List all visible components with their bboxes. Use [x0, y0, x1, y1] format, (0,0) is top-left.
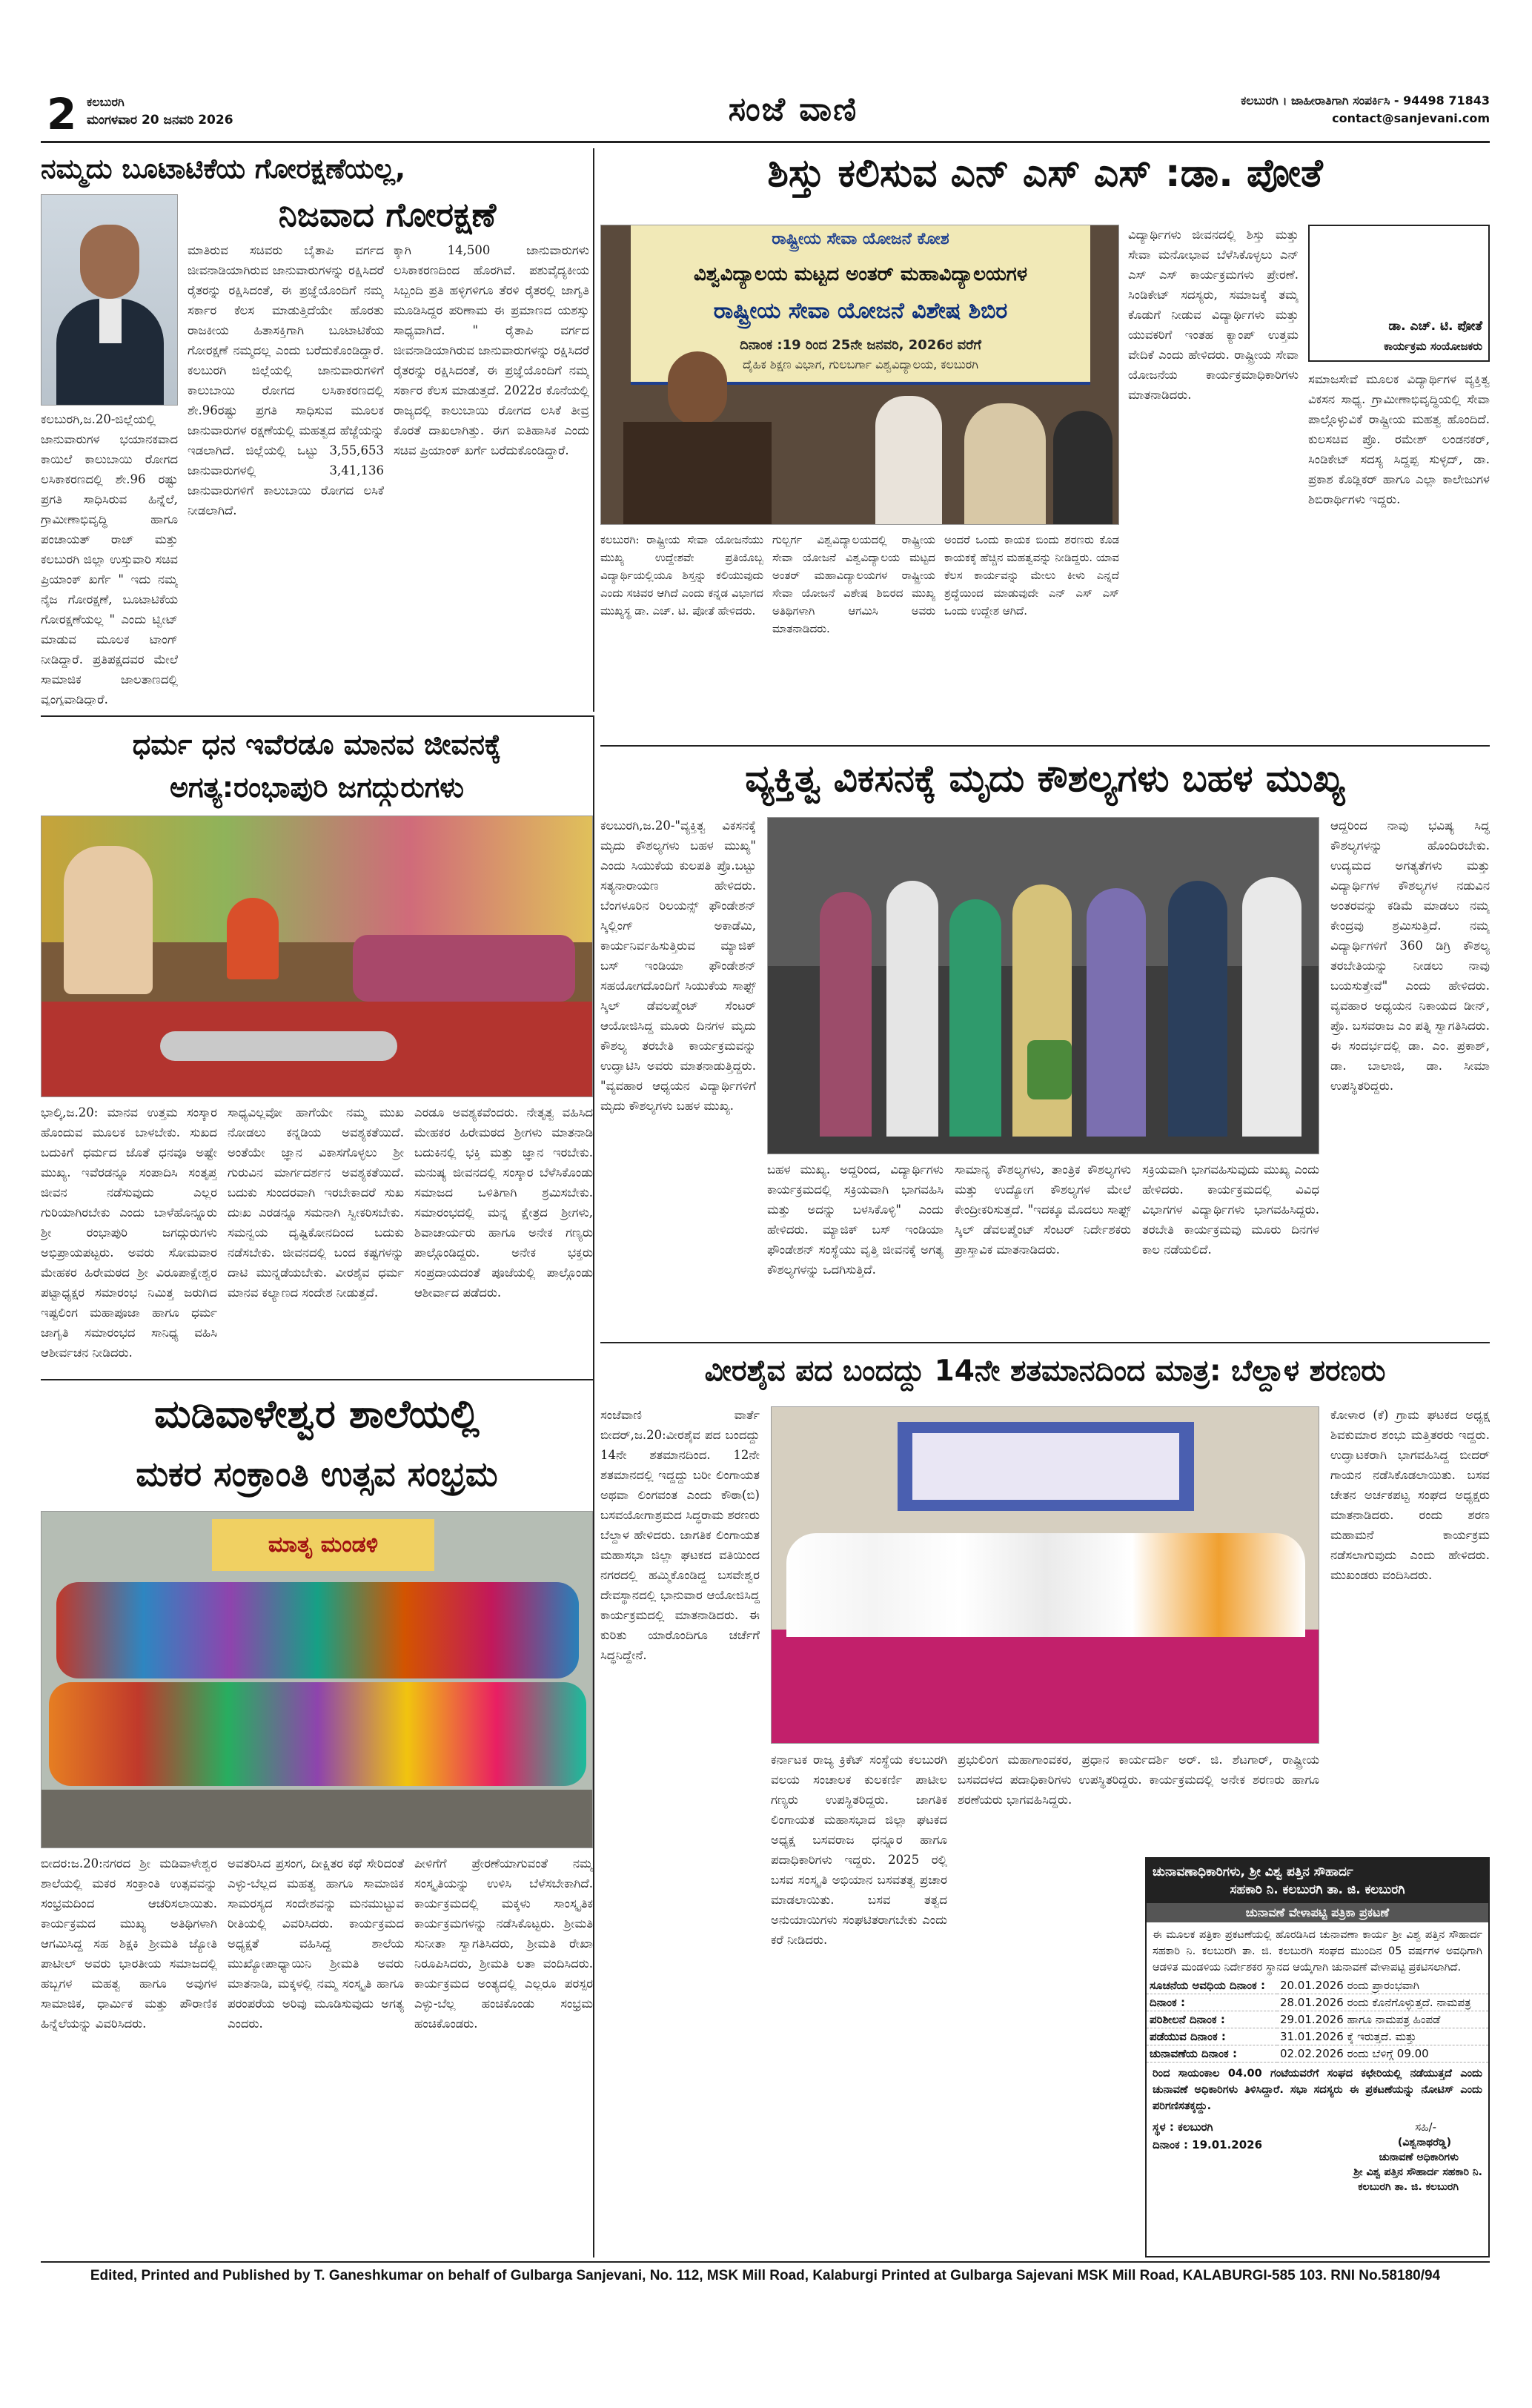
notice-schedule-row	[1147, 2011, 1488, 2028]
notice-footer	[1147, 2117, 1488, 2199]
notice-row-value: 02.02.2026 ರಂದು ಬೆಳಿಗ್ಗೆ 09.00	[1277, 2045, 1488, 2063]
notice-sign-role1: ಚುನಾವಣೆ ಅಧಿಕಾರಿಗಳು	[1379, 2151, 1459, 2163]
women-row-back	[56, 1582, 579, 1678]
story2-caption-col3: ಅಂದರೆ ಒಂದು ಕಾಯಕ ಬಿಂದು ಶರಣರು ಕೊಡ ಕಾಯಕಕ್ಕೆ ಹೆಚ್ಚಿನ ಮಹತ್ವವನ್ನು ನೀಡಿದ್ದರು. ಯಾವ ಕೆಲಸ ಕಾರ್ಯವನ್ನು ಮೇಲು ಕೀಳು ಎನ್ನದೆ ಶ್ರದ್ಧೆಯಿಂದ ಮಾಡುವುದೇ ಎನ್ ಎಸ್ ಎಸ್ ಒಂದು ಉದ್ದೇಶ ಆಗಿದೆ.	[944, 533, 1119, 618]
story1-col3: ಕ್ಕಾಗಿ 14,500 ಜಾನುವಾರುಗಳು ಲಸಿಕಾಕರಣದಿಂದ ಹೊರಗಿವೆ. ಪಶುವೈದ್ಯಕೀಯ ಸಿಬ್ಬಂದಿ ಪ್ರತಿ ಹಳ್ಳಿಗಳಿಗೂ ತೆರಳಿ ರೈತರಲ್ಲಿ ಜಾಗೃತಿ ಮೂಡಿಸಿದ್ದರ ಪರಿಣಾಮ ಈ ಪ್ರಮಾಣದ ಯಶಸ್ಸು ಸಾಧ್ಯವಾಗಿದೆ. " ರೈತಾಪಿ ವರ್ಗದ ಜೀವನಾಡಿಯಾಗಿರುವ ಜಾನುವಾರುಗಳನ್ನು ರಕ್ಷಿಸಿದರೆ ರೈತರನ್ನು ರಕ್ಷಿಸಿದಂತೆ, ಈ ಪ್ರಜ್ಞೆಯೊಂದಿಗೆ ನಮ್ಮ ಸರ್ಕಾರ ಕೆಲಸ ಮಾಡುತ್ತದೆ. 2022ರ ಕೊನೆಯಲ್ಲಿ ರಾಜ್ಯದಲ್ಲಿ ಕಾಲುಬಾಯಿ ರೋಗದ ಲಸಿಕೆ ತೀವ್ರ ಕೊರತೆ ದಾಖಲಾಗಿತ್ತು. ಈಗ ಐತಿಹಾಸಿಕ ಎಂದು ಸಚಿವ ಪ್ರಿಯಾಂಕ್ ಖರ್ಗೆ ಬರೆದುಕೊಂಡಿದ್ದಾರೆ.	[394, 243, 589, 457]
quote-box	[1308, 225, 1490, 362]
col-divider-1	[593, 148, 594, 712]
story4-headline-line2: ಮಕರ ಸಂಕ್ರಾಂತಿ ಉತ್ಸವ ಸಂಭ್ರಮ	[136, 1454, 498, 1494]
notice-schedule-row	[1147, 1977, 1488, 1994]
election-notice	[1145, 1857, 1490, 2258]
story4-col2: ಅವತರಿಸಿದ ಪ್ರಸಂಗ, ದೀಕ್ಷಿತರ ಕಥೆ ಸೇರಿದಂತೆ ಎಳ್ಳು-ಬೆಲ್ಲದ ಮಹತ್ವ ಹಾಗೂ ಸಾಮಾಜಿಕ ಸಾಮರಸ್ಯದ ಸಂದೇಶವನ್ನು ಮನಮುಟ್ಟುವ ರೀತಿಯಲ್ಲಿ ವಿವರಿಸಿದರು. ಕಾರ್ಯಕ್ರಮದ ಅಧ್ಯಕ್ಷತೆ ವಹಿಸಿದ್ದ ಶಾಲೆಯ ಮುಖ್ಯೋಪಾಧ್ಯಾಯಿನಿ ಶ್ರೀಮತಿ ಅವರು ಮಾತನಾಡಿ, ಮಕ್ಕಳಲ್ಲಿ ನಮ್ಮ ಸಂಸ್ಕೃತಿ ಹಾಗೂ ಪರಂಪರೆಯ ಅರಿವು ಮೂಡಿಸುವುದು ಅಗತ್ಯ ಎಂದರು.	[228, 1856, 404, 2031]
page-number: 2	[47, 89, 77, 139]
guest-figure-3	[1053, 411, 1112, 525]
notice-schedule-row	[1147, 2028, 1488, 2045]
story5-bottom-col1: ಬಹಳ ಮುಖ್ಯ. ಅದ್ದರಿಂದ, ವಿದ್ಯಾರ್ಥಿಗಳು ಕಾರ್ಯಕ್ರಮದಲ್ಲಿ ಸಕ್ರಿಯವಾಗಿ ಭಾಗವಹಿಸಿ ಮತ್ತು ಅದನ್ನು ಬಳಸಿಕೊಳ್ಳಿ" ಎಂದು ಹೇಳಿದರು. ಮ್ಯಾಜಿಕ್ ಬಸ್ ಇಂಡಿಯಾ ಫೌಂಡೇಶನ್ ಸಂಸ್ಥೆಯು ವೃತ್ತಿ ಜೀವನಕ್ಕೆ ಅಗತ್ಯ ಕೌಶಲ್ಯಗಳನ್ನು ಒದಗಿಸುತ್ತಿದೆ.	[767, 1162, 944, 1277]
stage-table	[772, 1630, 1319, 1744]
portrait-face	[80, 225, 139, 299]
story1-col2: ಮಾತಿರುವ ಸಚಿವರು ಬೈತಾಪಿ ವರ್ಗದ ಜೀವನಾಡಿಯಾಗಿರುವ ಜಾನುವಾರುಗಳನ್ನು ರಕ್ಷಿಸಿದರೆ ರೈತರನ್ನು ರಕ್ಷಿಸಿದಂತೆ, ಈ ಪ್ರಜ್ಞೆಯೊಂದಿಗೆ ನಮ್ಮ ಸರ್ಕಾರ ಕೆಲಸ ಮಾಡುತ್ತಿದೆಯೇ ಹೊರತು ರಾಜಕೀಯ ಹಿತಾಸಕ್ತಿಗಾಗಿ ಬೂಟಾಟಿಕೆಯ ಗೋರಕ್ಷಣೆ ನಮ್ಮದಲ್ಲ ಎಂದು ಬರೆದುಕೊಂಡಿದ್ದಾರೆ. ಕಲಬುರಗಿ ಜಿಲ್ಲೆಯಲ್ಲಿ ಜಾನುವಾರುಗಳಿಗೆ ಕಾಲುಬಾಯಿ ರೋಗದ ಲಸಿಕಾಕರಣದಲ್ಲಿ ಶೇ.96ರಷ್ಟು ಪ್ರಗತಿ ಸಾಧಿಸುವ ಮೂಲಕ ಜಾನುವಾರುಗಳ ರಕ್ಷಣೆಯಲ್ಲಿ ಮಹತ್ವದ ಹೆಜ್ಜೆಯನ್ನು ಇಡಲಾಗಿದೆ. ಜಿಲ್ಲೆಯಲ್ಲಿ ಒಟ್ಟು 3,55,653 ಜಾನುವಾರುಗಳಲ್ಲಿ 3,41,136 ಜಾನುವಾರುಗಳಿಗೆ ಕಾಲುಬಾಯಿ ರೋಗದ ಲಸಿಕೆ ನೀಡಲಾಗಿದೆ.	[188, 243, 384, 517]
banner-line3: ರಾಷ್ಟ್ರೀಯ ಸೇವಾ ಯೋಜನೆ ವಿಶೇಷ ಶಿಬಿರ	[713, 298, 1008, 324]
notice-title-block	[1147, 1859, 1488, 1903]
notice-subtitle: ಚುನಾವಣೆ ವೇಳಾಪಟ್ಟಿ ಪತ್ರಿಕಾ ಪ್ರಕಟಣೆ	[1147, 1903, 1488, 1922]
story3-headline-line1: ಧರ್ಮ ಧನ ಇವೆರಡೂ ಮಾನವ ಜೀವನಕ್ಕೆ	[132, 728, 502, 761]
footer-rule	[41, 2261, 1490, 2263]
story-veerashaiva	[600, 1346, 1490, 2259]
school-group-photo	[41, 1511, 593, 1848]
story3-col2: ಸಾಧ್ಯವಿಲ್ಲವೋ ಹಾಗೆಯೇ ನಮ್ಮ ಮುಖ ನೋಡಲು ಕನ್ನಡಿಯ ಅವಶ್ಯಕತೆಯಿದೆ. ಅಂತೆಯೇ ಜ್ಞಾನ ವಿಕಾಸಗೊಳ್ಳಲು ಶ್ರೀ ಗುರುವಿನ ಮಾರ್ಗದರ್ಶನ ಅವಶ್ಯಕತೆಯಿದೆ. ಬದುಕು ಸುಂದರವಾಗಿ ಇರಬೇಕಾದರೆ ಸುಖ ದುಃಖ ಎರಡನ್ನೂ ಸಮನಾಗಿ ಸ್ವೀಕರಿಸಬೇಕು. ಸಮನ್ವಯ ದೃಷ್ಟಿಕೋನದಿಂದ ಬದುಕು ನಡೆಸಬೇಕು. ಜೀವನದಲ್ಲಿ ಬಂದ ಕಷ್ಟಗಳನ್ನು ದಾಟಿ ಮುನ್ನಡೆಯಬೇಕು. ವೀರಶೈವ ಧರ್ಮ ಮಾನವ ಕಲ್ಯಾಣದ ಸಂದೇಶ ನೀಡುತ್ತದೆ.	[228, 1105, 404, 1300]
story-madivaleshwar-school	[41, 1385, 593, 2256]
notice-sign-role3: ಕಲಬುರಗಿ ತಾ. ಜಿ. ಕಲಬುರಗಿ	[1358, 2181, 1459, 2193]
notice-row-value: 20.01.2026 ರಂದು ಪ್ರಾರಂಭವಾಗಿ	[1277, 1977, 1488, 1994]
person-6	[1168, 881, 1227, 1137]
story-cow-protection	[41, 148, 589, 712]
story2-right-col1: ವಿದ್ಯಾರ್ಥಿಗಳು ಜೀವನದಲ್ಲಿ ಶಿಸ್ತು ಮತ್ತು ಸೇವಾ ಮನೋಭಾವ ಬೆಳೆಸಿಕೊಳ್ಳಲು ಎನ್ ಎಸ್ ಎಸ್ ಕಾರ್ಯಕ್ರಮಗಳು ಪ್ರೇರಣೆ. ಸಿಂಡಿಕೇಟ್ ಸದಸ್ಯರು, ಸಮಾಜಕ್ಕೆ ತಮ್ಮ ಕೊಡುಗೆ ನೀಡುವ ವಿದ್ಯಾರ್ಥಿಗಳು ಮತ್ತು ಯುವಕರಿಗೆ ಇಂತಹ ಕ್ಯಾಂಪ್ ಉತ್ತಮ ವೇದಿಕೆ ಎಂದು ಹೇಳಿದರು. ರಾಷ್ಟ್ರೀಯ ಸೇವಾ ಯೋಜನೆಯ ಕಾರ್ಯಕ್ರಮಾಧಿಕಾರಿಗಳು ಮಾತನಾಡಿದರು.	[1128, 228, 1299, 402]
story6-headline: ವೀರಶೈವ ಪದ ಬಂದದ್ದು 14ನೇ ಶತಮಾನದಿಂದ ಮಾತ್ರ: ಬೆಲ್ದಾಳ ಶರಣರು	[704, 1354, 1386, 1388]
story3-col1: ಭಾಲ್ಕಿ,ಜ.20: ಮಾನವ ಉತ್ತಮ ಸಂಸ್ಕಾರ ಹೊಂದುವ ಮೂಲಕ ಬಾಳಬೇಕು. ಸುಖದ ಬದುಕಿಗೆ ಧರ್ಮದ ಜೊತೆ ಧನವೂ ಅಷ್ಟೇ ಮುಖ್ಯ. ಇವೆರಡನ್ನೂ ಸಂಪಾದಿಸಿ ಸಂತೃಪ್ತ ಜೀವನ ನಡೆಸುವುದು ಎಲ್ಲರ ಗುರಿಯಾಗಿರಬೇಕು ಎಂದು ಬಾಳೆಹೊನ್ನೂರು ಶ್ರೀ ರಂಭಾಪುರಿ ಜಗದ್ಗುರುಗಳು ಅಭಿಪ್ರಾಯಪಟ್ಟರು. ಅವರು ಸೋಮವಾರ ಮೇಹಕರ ಹಿರೇಮಠದ ಶ್ರೀ ವಿರೂಪಾಕ್ಷೇಶ್ವರ ಪಟ್ಟಾಧ್ಯಕ್ಷರ ಸಮಾರಂಭ ನಿಮಿತ್ತ ಜರುಗಿದ ಇಷ್ಟಲಿಂಗ ಮಹಾಪೂಜಾ ಹಾಗೂ ಧರ್ಮ ಜಾಗೃತಿ ಸಮಾರಂಭದ ಸಾನಿಧ್ಯ ವಹಿಸಿ ಆಶೀರ್ವಚನ ನೀಡಿದರು.	[41, 1105, 217, 1360]
story1-headline-line1: ನಮ್ಮದು ಬೂಟಾಟಿಕೆಯ ಗೋರಕ್ಷಣೆಯಲ್ಲ,	[41, 153, 406, 185]
masthead-rule	[41, 141, 1490, 143]
story6-col3: ಪ್ರಭುಲಿಂಗ ಮಹಾಗಾಂವಕರ, ಪ್ರಧಾನ ಕಾರ್ಯದರ್ಶಿ ಅರ್. ಜಿ. ಶೆಟಗಾರ್, ರಾಷ್ಟ್ರೀಯ ಬಸವದಳದ ಪದಾಧಿಕಾರಿಗಳು ಉಪಸ್ಥಿತರಿದ್ದರು. ಕಾರ್ಯಕ್ರಮದಲ್ಲಿ ಅನೇಕ ಶರಣರು ಹಾಗೂ ಶರಣೆಯರು ಭಾಗವಹಿಸಿದ್ದರು.	[958, 1753, 1319, 1807]
story5-bottom-col2: ಸಾಮಾನ್ಯ ಕೌಶಲ್ಯಗಳು, ತಾಂತ್ರಿಕ ಕೌಶಲ್ಯಗಳು ಮತ್ತು ಉದ್ಯೋಗ ಕೌಶಲ್ಯಗಳ ಮೇಲೆ ಕೇಂದ್ರೀಕರಿಸುತ್ತದೆ. "ಇದಕ್ಕೂ ಮೊದಲು ಸಾಫ್ಟ್ ಸ್ಕಿಲ್ ಡೆವಲಪ್ಮೆಂಟ್ ಸೆಂಟರ್ ನಿರ್ದೇಶಕರು ಪ್ರಾಸ್ತಾವಿಕ ಮಾತನಾಡಿದರು.	[955, 1162, 1131, 1257]
seated-guru	[227, 898, 279, 979]
story2-headline: ಶಿಸ್ತು ಕಲಿಸುವ ಎನ್ ಎಸ್ ಎಸ್ :ಡಾ. ಪೋತೆ	[767, 151, 1323, 196]
masthead-contact: ಕಲಬುರಗಿ । ಜಾಹೀರಾತಿಗಾಗಿ ಸಂಪರ್ಕಿಸಿ - 94498 71843	[1241, 93, 1490, 108]
notice-place: ಸ್ಥಳ : ಕಲಬುರಗಿ	[1153, 2120, 1213, 2134]
person-7	[1242, 877, 1301, 1137]
podium	[623, 422, 772, 525]
veerashaiva-event-photo	[771, 1406, 1319, 1744]
guest-figure-2	[964, 403, 1046, 525]
footer-imprint: Edited, Printed and Published by T. Ganeshkumar on behalf of Gulbarga Sanjevani, No. 112, MSK Mill Road, Kalaburgi Printed at Gulbarga Sajevani MSK Mill Road, KALABURGI-585 103. RNI No.58180/94	[90, 2268, 1441, 2283]
notice-row-value: 29.01.2026 ಹಾಗೂ ನಾಮಪತ್ರ ಹಿಂಪಡೆ	[1277, 2011, 1488, 2028]
notice-sign: ಸಹಿ/-	[1415, 2120, 1436, 2134]
quote-box-name: ಡಾ. ಎಚ್. ಟಿ. ಪೋತೆ	[1388, 319, 1482, 334]
notice-row-label: ದಿನಾಂಕ :	[1147, 1994, 1277, 2011]
portrait-collar	[99, 299, 122, 343]
notice-title2: ಸಹಕಾರಿ ನಿ. ಕಲಬುರಗಿ ತಾ. ಜಿ. ಕಲಬುರಗಿ	[1230, 1882, 1405, 1897]
section-rule-left-1	[41, 715, 593, 717]
notice-body: ಈ ಮೂಲಕ ಪತ್ರಿಕಾ ಪ್ರಕಟಣೆಯಲ್ಲಿ ಹೊರಡಿಸಿದ ಚುನಾವಣಾ ಕಾರ್ಯ ಶ್ರೀ ವಿಶ್ವ ಪತ್ತಿನ ಸೌಹಾರ್ದ ಸಹಕಾರಿ ನಿ. ಕಲಬುರಗಿ ತಾ. ಜಿ. ಕಲಬುರಗಿ ಸಂಘದ ಮುಂದಿನ 05 ವರ್ಷಗಳ ಅವಧಿಗಾಗಿ ಆಡಳಿತ ಮಂಡಳಿಯ ನಿರ್ದೇಶಕರ ಸ್ಥಾನದ ಆಯ್ಕೆಗಾಗಿ ಚುನಾವಣೆ ವೇಳಾಪಟ್ಟಿ ಪ್ರಕಟಿಸಲಾಗಿದೆ.	[1153, 1929, 1482, 1974]
col-divider-2	[593, 715, 594, 2258]
notice-row-label: ಪಡೆಯುವ ದಿನಾಂಕ :	[1147, 2028, 1277, 2045]
story5-bottom-col3: ಸಕ್ರಿಯವಾಗಿ ಭಾಗವಹಿಸುವುದು ಮುಖ್ಯ ಎಂದು ಹೇಳಿದರು. ಕಾರ್ಯಕ್ರಮದಲ್ಲಿ ವಿವಿಧ ವಿಭಾಗಗಳ ವಿದ್ಯಾರ್ಥಿಗಳು ಭಾಗವಹಿಸಿದ್ದರು. ತರಬೇತಿ ಕಾರ್ಯಕ್ರಮವು ಮೂರು ದಿನಗಳ ಕಾಲ ನಡೆಯಲಿದೆ.	[1142, 1162, 1319, 1257]
story6-right-col: ಕೋಳಾರ (ಕೆ) ಗ್ರಾಮ ಘಟಕದ ಅಧ್ಯಕ್ಷ ಶಿವಕುಮಾರ ಶಂಭು ಮತ್ತಿತರರು ಇದ್ದರು. ಉದ್ಘಾಟಕರಾಗಿ ಭಾಗವಹಿಸಿದ್ದ ಬೀದರ್ ಗಾಯನ ನಡೆಸಿಕೊಡಲಾಯಿತು. ಬಸವ ಚೇತನ ಅರ್ಚಕಪಟ್ಟ ಸಂಘದ ಅಧ್ಯಕ್ಷರು ಮಾತನಾಡಿದರು. ರಂದು ಶರಣ ಮಹಾಮನೆ ಕಾರ್ಯಕ್ರಮ ನಡೆಸಲಾಗುವುದು ಎಂದು ಹೇಳಿದರು. ಮುಖಂಡರು ವಂದಿಸಿದರು.	[1330, 1408, 1490, 1582]
banner-line2: ವಿಶ್ವವಿದ್ಯಾಲಯ ಮಟ್ಟದ ಅಂತರ್ ಮಹಾವಿದ್ಯಾಲಯಗಳ	[694, 263, 1027, 285]
quote-box-role: ಕಾರ್ಯಕ್ರಮ ಸಂಯೋಜಕರು	[1384, 340, 1482, 353]
banner-inner	[912, 1433, 1179, 1500]
section-rule-left-2	[41, 1379, 593, 1380]
guests-row	[786, 1533, 1305, 1637]
story-soft-skills	[600, 750, 1490, 1336]
floor	[42, 1790, 593, 1848]
story2-right-col2: ಸಮಾಜಸೇವೆ ಮೂಲಕ ವಿದ್ಯಾರ್ಥಿಗಳ ವ್ಯಕ್ತಿತ್ವ ವಿಕಸನ ಸಾಧ್ಯ. ಗ್ರಾಮೀಣಾಭಿವೃದ್ಧಿಯಲ್ಲಿ ಸೇವಾ ಪಾಲ್ಗೊಳ್ಳುವಿಕೆ ರಾಷ್ಟ್ರೀಯ ಮಹತ್ವ ಹೊಂದಿದೆ. ಕುಲಸಚಿವ ಪ್ರೊ. ರಮೇಶ್ ಲಂಡನಕರ್, ಸಿಂಡಿಕೇಟ್ ಸದಸ್ಯ ಸಿದ್ದಪ್ಪ ಸುಳ್ಳದ್, ಡಾ. ಪ್ರಕಾಶ ಕೊಡ್ಲಿಕರ್ ಹಾಗೂ ಎಲ್ಲಾ ಕಾಲೇಜುಗಳ ಶಿಬಿರಾರ್ಥಿಗಳು ಇದ್ದರು.	[1308, 372, 1490, 506]
banner-line1: ರಾಷ್ಟ್ರೀಯ ಸೇವಾ ಯೋಜನೆ ಕೋಶ	[772, 230, 949, 248]
story6-col1: ಸಂಜೆವಾಣಿ ವಾರ್ತೆ ಬೀದರ್,ಜ.20:ವೀರಶೈವ ಪದ ಬಂದದ್ದು 14ನೇ ಶತಮಾನದಿಂದ. 12ನೇ ಶತಮಾನದಲ್ಲಿ ಇದ್ದದ್ದು ಬರೀ ಲಿಂಗಾಯತ ಅಥವಾ ಲಿಂಗವಂತ ಎಂದು ಕೌಠಾ(ಬಿ) ಬಸವಯೋಗಾಶ್ರಮದ ಸಿದ್ಧರಾಮ ಶರಣರು ಬೆಲ್ದಾಳ ಹೇಳಿದರು. ಜಾಗತಿಕ ಲಿಂಗಾಯತ ಮಹಾಸಭಾ ಜಿಲ್ಲಾ ಘಟಕದ ವತಿಯಿಂದ ನಗರದಲ್ಲಿ ಹಮ್ಮಿಕೊಂಡಿದ್ದ ಬಸವೇಶ್ವರ ದೇವಸ್ಥಾನದಲ್ಲಿ ಭಾನುವಾರ ಆಯೋಜಿಸಿದ್ದ ಕಾರ್ಯಕ್ರಮದಲ್ಲಿ ಮಾತನಾಡಿದರು. ಈ ಕುರಿತು ಯಾರೊಂದಿಗೂ ಚರ್ಚೆಗೆ ಸಿದ್ಧನಿದ್ದೇನೆ.	[600, 1408, 760, 1662]
story5-left-col: ಕಲಬುರಗಿ,ಜ.20-"ವ್ಯಕ್ತಿತ್ವ ವಿಕಸನಕ್ಕೆ ಮೃದು ಕೌಶಲ್ಯಗಳು ಬಹಳ ಮುಖ್ಯ" ಎಂದು ಸಿಯುಕೆಯ ಕುಲಪತಿ ಪ್ರೊ.ಬಟ್ಟು ಸತ್ಯನಾರಾಯಣ ಹೇಳಿದರು. ಬೆಂಗಳೂರಿನ ರಿಲಯನ್ಸ್ ಫೌಂಡೇಶನ್ ಸ್ಕಿಲ್ಲಿಂಗ್ ಅಕಾಡೆಮಿ, ಕಾರ್ಯನಿರ್ವಹಿಸುತ್ತಿರುವ ಮ್ಯಾಜಿಕ್ ಬಸ್ ಇಂಡಿಯಾ ಫೌಂಡೇಶನ್ ಸಹಯೋಗದೊಂದಿಗೆ ಸಿಯುಕೆಯ ಸಾಫ್ಟ್ ಸ್ಕಿಲ್ ಡೆವಲಪ್ಮೆಂಟ್ ಸೆಂಟರ್ ಆಯೋಜಿಸಿದ್ದ ಮೂರು ದಿನಗಳ ಮೃದು ಕೌಶಲ್ಯ ತರಬೇತಿ ಕಾರ್ಯಕ್ರಮವನ್ನು ಉದ್ಘಾಟಿಸಿ ಅವರು ಮಾತನಾಡುತ್ತಿದ್ದರು. "ವ್ಯವಹಾರ ಆಧ್ಯಯನ ವಿದ್ಯಾರ್ಥಿಗಳಿಗೆ ಮೃದು ಕೌಶಲ್ಯಗಳು ಬಹಳ ಮುಖ್ಯ.	[600, 818, 756, 1113]
banner-line5: ದೈಹಿಕ ಶಿಕ್ಷಣ ವಿಭಾಗ, ಗುಲಬರ್ಗಾ ವಿಶ್ವವಿದ್ಯಾಲಯ, ಕಲಬುರಗಿ	[742, 357, 978, 371]
masthead-date: ಮಂಗಳವಾರ 20 ಜನವರಿ 2026	[87, 113, 233, 128]
story2-caption-col1: ಕಲಬುರಗಿ: ರಾಷ್ಟ್ರೀಯ ಸೇವಾ ಯೋಜನೆಯು ಮುಖ್ಯ ಉದ್ದೇಶವೇ ಪ್ರತಿಯೊಬ್ಬ ವಿದ್ಯಾರ್ಥಿಯಲ್ಲಿಯೂ ಶಿಸ್ತನ್ನು ಕಲಿಯುವುದು ಎಂದು ಸಚಿವರ ಆಗಿದೆ ಎಂದು ಕನ್ನಡ ವಿಭಾಗದ ಮುಖ್ಯಸ್ಥ ಡಾ. ಎಚ್. ಟಿ. ಪೋತೆ ಹೇಳಿದರು.	[600, 533, 763, 618]
school-photo-banner-text: ಮಾತೃ ಮಂಡಳಿ	[268, 1532, 379, 1558]
notice-row-label: ಚುನಾವಣೆಯ ದಿನಾಂಕ :	[1147, 2045, 1277, 2063]
swamiji-figure	[64, 846, 153, 994]
story4-col1: ಬೀದರ:ಜ.20:ನಗರದ ಶ್ರೀ ಮಡಿವಾಳೇಶ್ವರ ಶಾಲೆಯಲ್ಲಿ ಮಕರ ಸಂಕ್ರಾಂತಿ ಉತ್ಸವವನ್ನು ಸಂಭ್ರಮದಿಂದ ಆಚರಿಸಲಾಯಿತು. ಕಾರ್ಯಕ್ರಮದ ಮುಖ್ಯ ಅತಿಥಿಗಳಾಗಿ ಆಗಮಿಸಿದ್ದ ಸಹ ಶಿಕ್ಷಕಿ ಶ್ರೀಮತಿ ಜ್ಯೋತಿ ಪಾಟೀಲ್ ಅವರು ಭಾರತೀಯ ಸಮಾಜದಲ್ಲಿ ಹಬ್ಬಗಳ ಮಹತ್ವ ಹಾಗೂ ಅವುಗಳ ಸಾಮಾಜಿಕ, ಧಾರ್ಮಿಕ ಮತ್ತು ಪೌರಾಣಿಕ ಹಿನ್ನೆಲೆಯನ್ನು ವಿವರಿಸಿದರು.	[41, 1856, 217, 2031]
person-2	[886, 881, 938, 1137]
notice-sign-role2: ಶ್ರೀ ವಿಶ್ವ ಪತ್ತಿನ ಸೌಹಾರ್ದ ಸಹಕಾರಿ ನಿ.	[1353, 2166, 1482, 2178]
section-rule-right-2	[600, 1342, 1490, 1343]
banner-line4: ದಿನಾಂಕ :19 ರಿಂದ 25ನೇ ಜನವರಿ, 2026ರ ವರೆಗೆ	[740, 337, 981, 353]
notice-tail: ರಿಂದ ಸಾಯಂಕಾಲ 04.00 ಗಂಟೆಯವರೆಗೆ ಸಂಘದ ಕಛೇರಿಯಲ್ಲಿ ನಡೆಯುತ್ತದೆ ಎಂದು ಚುನಾವಣೆ ಅಧಿಕಾರಿಗಳು ತಿಳಿಸಿದ್ದಾರೆ. ಸಭಾ ಸದಸ್ಯರು ಈ ಪ್ರಕಟಣೆಯನ್ನು ನೋಟಿಸ್ ಎಂದು ಪರಿಗಣಿಸತಕ್ಕದ್ದು.	[1153, 2068, 1482, 2112]
story4-col3: ಪೀಳಿಗೆಗೆ ಪ್ರೇರಣೆಯಾಗುವಂತೆ ನಮ್ಮ ಸಂಸ್ಕೃತಿಯನ್ನು ಉಳಿಸಿ ಬೆಳೆಸಬೇಕಾಗಿದೆ. ಕಾರ್ಯಕ್ರಮದಲ್ಲಿ ಮಕ್ಕಳು ಸಾಂಸ್ಕೃತಿಕ ಕಾರ್ಯಕ್ರಮಗಳನ್ನು ನಡೆಸಿಕೊಟ್ಟರು. ಶ್ರೀಮತಿ ಸುನೀತಾ ಸ್ವಾಗತಿಸಿದರು, ಶ್ರೀಮತಿ ರೇಖಾ ನಿರೂಪಿಸಿದರು, ಶ್ರೀಮತಿ ಲತಾ ವಂದಿಸಿದರು. ಕಾರ್ಯಕ್ರಮದ ಅಂತ್ಯದಲ್ಲಿ ಎಲ್ಲರೂ ಪರಸ್ಪರ ಎಳ್ಳು-ಬೆಲ್ಲ ಹಂಚಿಕೊಂಡು ಸಂಭ್ರಮ ಹಂಚಿಕೊಂಡರು.	[414, 1856, 593, 2031]
story2-caption-col2: ಗುಲ್ಬರ್ಗ ವಿಶ್ವವಿದ್ಯಾಲಯದಲ್ಲಿ ರಾಷ್ಟ್ರೀಯ ಸೇವಾ ಯೋಜನೆ ವಿಶ್ವವಿದ್ಯಾಲಯ ಮಟ್ಟದ ಅಂತರ್ ಮಹಾವಿದ್ಯಾಲಯಗಳ ರಾಷ್ಟ್ರೀಯ ಸೇವಾ ಯೋಜನೆ ವಿಶೇಷ ಶಿಬಿರದ ಮುಖ್ಯ ಅತಿಥಿಗಳಾಗಿ ಆಗಮಿಸಿ ಅವರು ಮಾತನಾಡಿದರು.	[772, 533, 935, 635]
notice-sign-name: (ವಿಶ್ವನಾಥರೆಡ್ಡಿ)	[1397, 2137, 1451, 2149]
plant-pot	[1027, 1040, 1072, 1099]
guest-figure-1	[875, 396, 942, 525]
notice-date: ದಿನಾಂಕ : 19.01.2026	[1153, 2138, 1263, 2151]
story-rambhapuri	[41, 723, 593, 1375]
notice-row-label: ಪರಿಶೀಲನೆ ದಿನಾಂಕ :	[1147, 2011, 1277, 2028]
notice-schedule-row	[1147, 2045, 1488, 2063]
notice-row-value: 31.01.2026 ಕ್ಕೆ ಇರುತ್ತದೆ. ಮತ್ತು	[1277, 2028, 1488, 2045]
prasad-plates	[160, 1031, 397, 1061]
story1-headline-line2: ನಿಜವಾದ ಗೋರಕ್ಷಣೆ	[278, 195, 497, 234]
notice-title1: ಚುನಾವಣಾಧಿಕಾರಿಗಳು, ಶ್ರೀ ವಿಶ್ವ ಪತ್ತಿನ ಸೌಹಾರ್ದ	[1153, 1865, 1353, 1879]
section-rule-right-1	[600, 745, 1490, 747]
notice-row-value: 28.01.2026 ರಂದು ಕೊನೆಗೊಳ್ಳುತ್ತದೆ. ನಾಮಪತ್ರ	[1277, 1994, 1488, 2011]
speaker-figure	[668, 351, 727, 426]
masthead	[41, 89, 1490, 142]
story4-headline-line1: ಮಡಿವಾಳೇಶ್ವರ ಶಾಲೆಯಲ್ಲಿ	[154, 1392, 480, 1437]
story5-headline: ವ್ಯಕ್ತಿತ್ವ ವಿಕಸನಕ್ಕೆ ಮೃದು ಕೌಶಲ್ಯಗಳು ಬಹಳ ಮುಖ್ಯ	[745, 757, 1345, 800]
story-nss	[600, 147, 1490, 740]
devotees-group	[353, 935, 575, 1002]
story3-col3: ಎರಡೂ ಅವಶ್ಯಕವೆಂದರು. ನೇತೃತ್ವ ವಹಿಸಿದ ಮೇಹಕರ ಹಿರೇಮಠದ ಶ್ರೀಗಳು ಮಾತನಾಡಿ ಬದುಕಿನಲ್ಲಿ ಭಕ್ತಿ ಮತ್ತು ಜ್ಞಾನ ಇರಬೇಕು. ಮನುಷ್ಯ ಜೀವನದಲ್ಲಿ ಸಂಸ್ಕಾರ ಬೆಳೆಸಿಕೊಂಡು ಸಮಾಜದ ಒಳಿತಿಗಾಗಿ ಶ್ರಮಿಸಬೇಕು. ಸಮಾರಂಭದಲ್ಲಿ ಮನ್ನ ಕ್ಷೇತ್ರದ ಶ್ರೀಗಳು, ಶಿವಾಚಾರ್ಯರು ಹಾಗೂ ಅನೇಕ ಗಣ್ಯರು ಪಾಲ್ಗೊಂಡಿದ್ದರು. ಅನೇಕ ಭಕ್ತರು ಸಂಪ್ರದಾಯದಂತೆ ಪೂಜೆಯಲ್ಲಿ ಪಾಲ್ಗೊಂಡು ಆಶೀರ್ವಾದ ಪಡೆದರು.	[414, 1105, 593, 1300]
women-row-front	[49, 1682, 586, 1786]
story6-col2: ಕರ್ನಾಟಕ ರಾಜ್ಯ ಕ್ರಿಕೆಟ್ ಸಂಸ್ಥೆಯ ಕಲಬುರಗಿ ವಲಯ ಸಂಚಾಲಕ ಕುಲಕರ್ಣಿ ಪಾಟೀಲ ಗಣ್ಯರು ಉಪಸ್ಥಿತರಿದ್ದರು. ಜಾಗತಿಕ ಲಿಂಗಾಯತ ಮಹಾಸಭಾದ ಜಿಲ್ಲಾ ಘಟಕದ ಅಧ್ಯಕ್ಷ ಬಸವರಾಜ ಧನ್ನೂರ ಹಾಗೂ ಪದಾಧಿಕಾರಿಗಳು ಇದ್ದರು. 2025 ರಲ್ಲಿ ಬಸವ ಸಂಸ್ಕೃತಿ ಅಭಿಯಾನ ಬಸವತತ್ವ ಪ್ರಚಾರ ಮಾಡಲಾಯಿತು. ಬಸವ ತತ್ವದ ಅನುಯಾಯಿಗಳು ಸಂಘಟಿತರಾಗಬೇಕು ಎಂದು ಕರೆ ನೀಡಿದರು.	[771, 1753, 947, 1947]
masthead-logo	[671, 90, 915, 132]
minister-portrait	[41, 194, 178, 406]
story1-col1: ಕಲಬುರಗಿ,ಜ.20-ಜಿಲ್ಲೆಯಲ್ಲಿ ಜಾನುವಾರುಗಳ ಭಯಾನಕವಾದ ಕಾಯಿಲೆ ಕಾಲುಬಾಯಿ ರೋಗದ ಲಸಿಕಾಕರಣದಲ್ಲಿ ಶೇ.96 ರಷ್ಟು ಪ್ರಗತಿ ಸಾಧಿಸಿರುವ ಹಿನ್ನೆಲೆ, ಗ್ರಾಮೀಣಾಭಿವೃದ್ಧಿ ಹಾಗೂ ಪಂಚಾಯತ್ ರಾಜ್ ಮತ್ತು ಕಲಬುರಗಿ ಜಿಲ್ಲಾ ಉಸ್ತುವಾರಿ ಸಚಿವ ಪ್ರಿಯಾಂಕ್ ಖರ್ಗೆ " ಇದು ನಮ್ಮ ನೈಜ ಗೋರಕ್ಷಣೆ, ಬೂಟಾಟಿಕೆಯ ಗೋರಕ್ಷಣೆಯಲ್ಲ " ಎಂದು ಟ್ವೀಟ್ ಮಾಡುವ ಮೂಲಕ ಟಾಂಗ್ ನೀಡಿದ್ದಾರೆ. ಪ್ರತಿಪಕ್ಷದವರ ಮೇಲೆ ಸಾಮಾಜಿಕ ಜಾಲತಾಣದಲ್ಲಿ ವ್ಯಂಗ್ಯವಾಡಿದ್ದಾರೆ.	[41, 412, 178, 706]
notice-row-label: ಸೂಚನೆಯ ಅವಧಿಯ ದಿನಾಂಕ :	[1147, 1977, 1277, 1994]
swamiji-photo	[41, 816, 593, 1097]
nss-stage-photo	[600, 225, 1119, 525]
logo-text: ಸಂಜೆ ವಾಣಿ	[728, 90, 858, 128]
school-photo-banner	[212, 1519, 434, 1571]
story3-headline-line2: ಅಗತ್ಯ:ರಂಭಾಪುರಿ ಜಗದ್ಗುರುಗಳು	[169, 771, 465, 804]
notice-schedule-table	[1147, 1977, 1488, 2063]
masthead-city: ಕಲಬುರಗಿ	[87, 95, 125, 109]
notice-schedule-row	[1147, 1994, 1488, 2011]
soft-skills-photo	[767, 817, 1319, 1154]
story5-right-col: ಆದ್ದರಿಂದ ನಾವು ಭವಿಷ್ಯ ಸಿದ್ಧ ಕೌಶಲ್ಯಗಳನ್ನು ಹೊಂದಿರಬೇಕು. ಉದ್ಯಮದ ಅಗತ್ಯತೆಗಳು ಮತ್ತು ವಿದ್ಯಾರ್ಥಿಗಳ ಕೌಶಲ್ಯಗಳ ನಡುವಿನ ಅಂತರವನ್ನು ಕಡಿಮೆ ಮಾಡಲು ನಮ್ಮ ಕೇಂದ್ರವು ಶ್ರಮಿಸುತ್ತಿದೆ. ನಮ್ಮ ವಿದ್ಯಾರ್ಥಿಗಳಿಗೆ 360 ಡಿಗ್ರಿ ಕೌಶಲ್ಯ ತರಬೇತಿಯನ್ನು ನೀಡಲು ನಾವು ಬಯಸುತ್ತೇವೆ" ಎಂದು ಹೇಳಿದರು. ವ್ಯವಹಾರ ಅಧ್ಯಯನ ನಿಕಾಯದ ಡೀನ್, ಪ್ರೊ. ಬಸವರಾಜ ಎಂ ಪತ್ನಿ ಸ್ವಾಗತಿಸಿದರು. ಈ ಸಂದರ್ಭದಲ್ಲಿ ಡಾ. ಎಂ. ಪ್ರಕಾಶ್, ಡಾ. ಬಾಲಾಜಿ, ಡಾ. ಸೀಮಾ ಉಪಸ್ಥಿತರಿದ್ದರು.	[1330, 818, 1490, 1093]
masthead-email: contact@sanjevani.com	[1332, 111, 1490, 125]
person-5	[1087, 888, 1146, 1137]
person-1	[820, 892, 872, 1137]
person-3	[949, 899, 1001, 1137]
